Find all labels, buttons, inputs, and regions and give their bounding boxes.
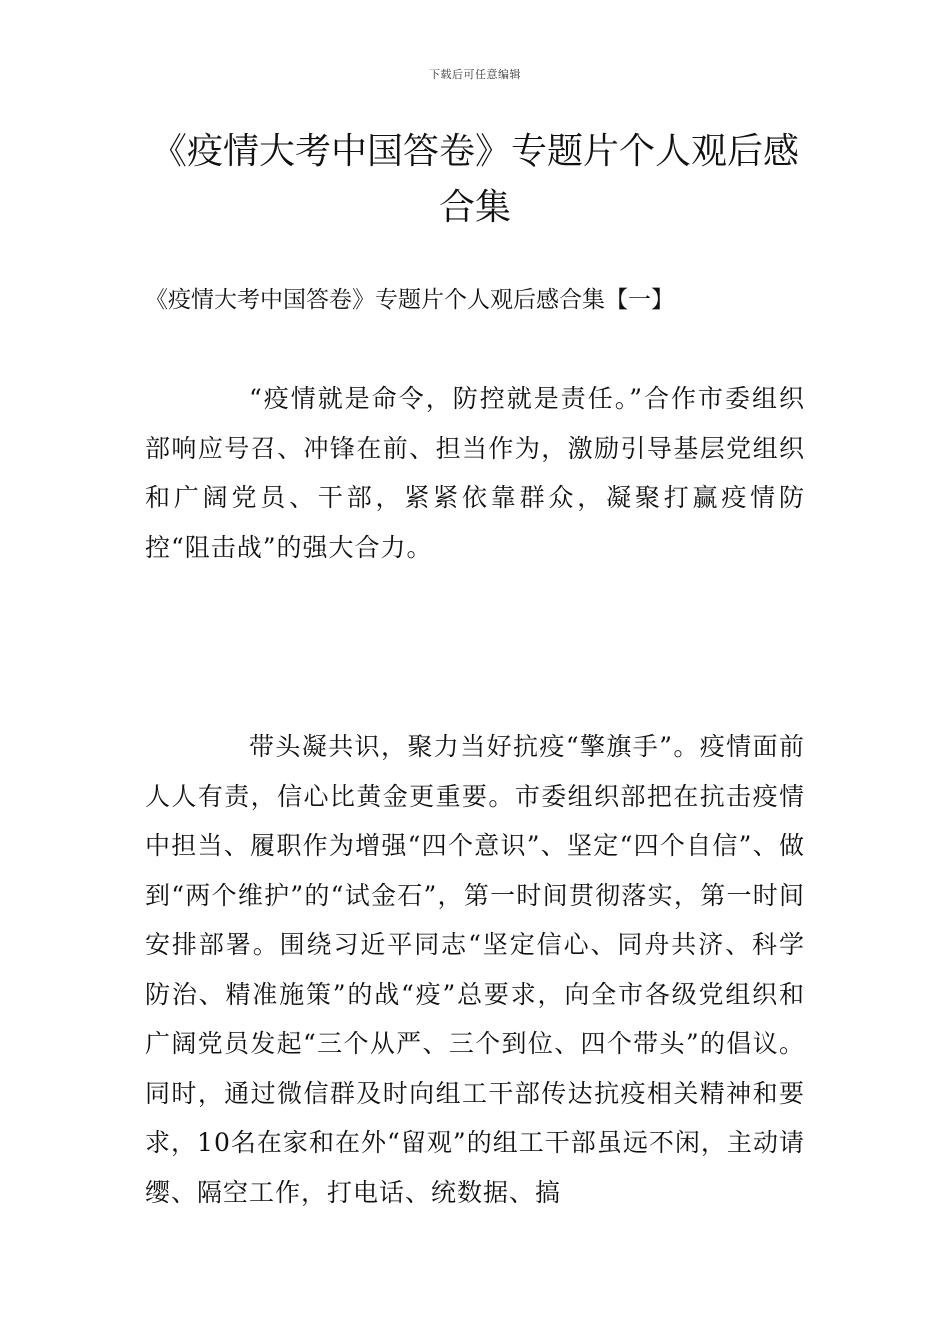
document-title: 《疫情大考中国答卷》专题片个人观后感合集: [150, 131, 799, 228]
section-heading: 《疫情大考中国答卷》专题片个人观后感合集【一】: [145, 287, 674, 313]
body-paragraph: 带头凝共识，聚力当好抗疫“擎旗手”。疫情面前人人有责，信心比黄金更重要。市委组织部把在抗击疫情中担当、履职作为增强“四个意识”、坚定“四个自信”、做到“两个维护”的“试金石”，第一时间贯彻落实，第一时间安排部署。围绕习近平同志“坚定信心、同舟共济、科学防治、精准施策”的战“疫”总要求，向全市各级党组织和广阔党员发起“三个从严、三个到位、四个带头”的倡议。同时，通过微信群及时向组工干部传达抗疫相关精神和要求，10名在家和在外“留观”的组工干部虽远不闲，主动请缨、隔空工作，打电话、统数据、搞: [145, 732, 805, 1207]
body-paragraph: “疫情就是命令，防控就是责任。”合作市委组织部响应号召、冲锋在前、担当作为，激励引导基层党组织和广阔党员、干部，紧紧依靠群众，凝聚打赢疫情防控“阻击战”的强大合力。: [145, 384, 805, 562]
header-note: 下载后可任意编辑: [429, 68, 521, 81]
